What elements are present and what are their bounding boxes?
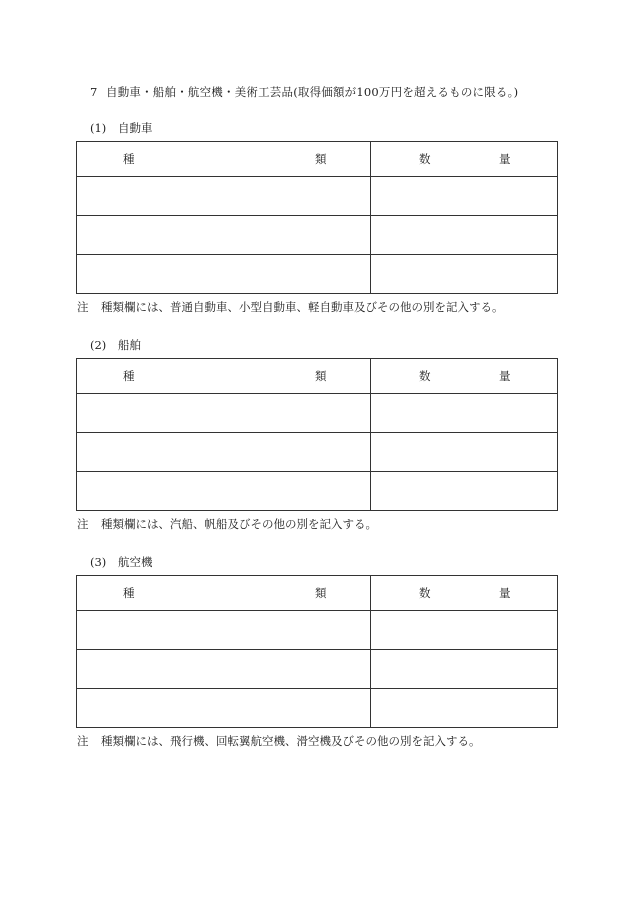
quantity-input-cell[interactable] bbox=[371, 472, 558, 511]
kind-input-cell[interactable] bbox=[77, 394, 371, 433]
table-row bbox=[77, 611, 558, 650]
subsection-heading-ship bbox=[90, 337, 141, 353]
quantity-input-cell[interactable] bbox=[371, 394, 558, 433]
kind-header-char-2: 類 bbox=[315, 152, 327, 166]
kind-header-char-2: 類 bbox=[315, 369, 327, 383]
subsection-heading-automobile bbox=[90, 120, 153, 136]
table-row bbox=[77, 689, 558, 728]
note-automobile bbox=[77, 299, 504, 315]
kind-column-header bbox=[77, 576, 371, 611]
quantity-header-char-1: 数 bbox=[419, 369, 431, 383]
quantity-header-char-1: 数 bbox=[419, 586, 431, 600]
kind-column-header bbox=[77, 359, 371, 394]
ship-table bbox=[76, 358, 558, 511]
quantity-column-header bbox=[371, 142, 558, 177]
subsection-heading-aircraft bbox=[90, 554, 153, 570]
kind-column-header bbox=[77, 142, 371, 177]
table-header-row bbox=[77, 576, 558, 611]
quantity-column-header bbox=[371, 359, 558, 394]
kind-input-cell[interactable] bbox=[77, 689, 371, 728]
subsection-number: (1) bbox=[90, 121, 107, 135]
quantity-input-cell[interactable] bbox=[371, 611, 558, 650]
quantity-input-cell[interactable] bbox=[371, 433, 558, 472]
quantity-input-cell[interactable] bbox=[371, 216, 558, 255]
kind-header-char-2: 類 bbox=[315, 586, 327, 600]
quantity-column-header bbox=[371, 576, 558, 611]
quantity-input-cell[interactable] bbox=[371, 255, 558, 294]
note-text: 種類欄には、汽船、帆船及びその他の別を記入する。 bbox=[101, 517, 377, 531]
section-heading bbox=[90, 84, 518, 100]
kind-input-cell[interactable] bbox=[77, 255, 371, 294]
subsection-title: 航空機 bbox=[118, 555, 153, 569]
kind-header-char-1: 種 bbox=[123, 586, 135, 600]
table-row bbox=[77, 216, 558, 255]
table-row bbox=[77, 433, 558, 472]
table-row bbox=[77, 255, 558, 294]
kind-input-cell[interactable] bbox=[77, 216, 371, 255]
quantity-header-char-2: 量 bbox=[499, 152, 511, 166]
subsection-title: 船舶 bbox=[118, 338, 141, 352]
note-text: 種類欄には、普通自動車、小型自動車、軽自動車及びその他の別を記入する。 bbox=[101, 300, 504, 314]
note-label: 注 bbox=[77, 734, 89, 748]
note-text: 種類欄には、飛行機、回転翼航空機、滑空機及びその他の別を記入する。 bbox=[101, 734, 481, 748]
quantity-input-cell[interactable] bbox=[371, 689, 558, 728]
automobile-table bbox=[76, 141, 558, 294]
kind-input-cell[interactable] bbox=[77, 472, 371, 511]
quantity-header-char-1: 数 bbox=[419, 152, 431, 166]
kind-input-cell[interactable] bbox=[77, 433, 371, 472]
note-aircraft bbox=[77, 733, 481, 749]
note-label: 注 bbox=[77, 300, 89, 314]
note-label: 注 bbox=[77, 517, 89, 531]
kind-input-cell[interactable] bbox=[77, 177, 371, 216]
note-ship bbox=[77, 516, 377, 532]
quantity-header-char-2: 量 bbox=[499, 586, 511, 600]
kind-header-char-1: 種 bbox=[123, 369, 135, 383]
table-header-row bbox=[77, 142, 558, 177]
table-row bbox=[77, 472, 558, 511]
kind-header-char-1: 種 bbox=[123, 152, 135, 166]
kind-input-cell[interactable] bbox=[77, 611, 371, 650]
aircraft-table bbox=[76, 575, 558, 728]
section-title: 自動車・船舶・航空機・美術工芸品(取得価額が100万円を超えるものに限る。) bbox=[106, 85, 519, 99]
table-row bbox=[77, 177, 558, 216]
subsection-title: 自動車 bbox=[118, 121, 153, 135]
table-row bbox=[77, 394, 558, 433]
subsection-number: (3) bbox=[90, 555, 107, 569]
quantity-input-cell[interactable] bbox=[371, 650, 558, 689]
kind-input-cell[interactable] bbox=[77, 650, 371, 689]
subsection-number: (2) bbox=[90, 338, 107, 352]
quantity-input-cell[interactable] bbox=[371, 177, 558, 216]
section-number: 7 bbox=[90, 85, 98, 99]
table-row bbox=[77, 650, 558, 689]
quantity-header-char-2: 量 bbox=[499, 369, 511, 383]
table-header-row bbox=[77, 359, 558, 394]
